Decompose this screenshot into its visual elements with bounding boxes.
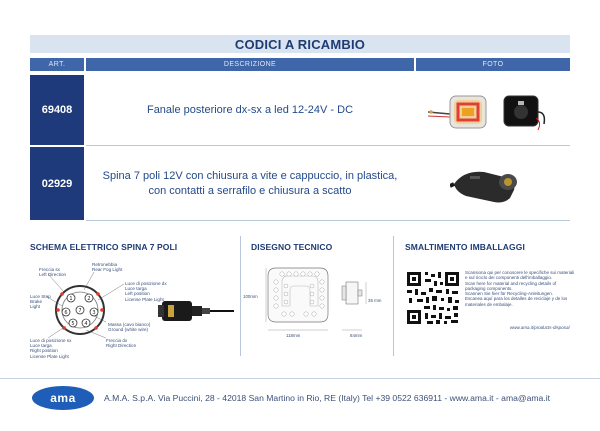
- section-divider: [240, 236, 241, 356]
- pin-label: 6: [64, 310, 68, 316]
- disposal-url[interactable]: www.ama.it/products-disposal: [510, 325, 570, 330]
- art-code-1: 69408: [30, 75, 84, 145]
- section-divider: [393, 236, 394, 356]
- dim-width: 118mm: [286, 333, 301, 338]
- product-photo-plug: [450, 158, 530, 208]
- schema-heading: SCHEMA ELETTRICO SPINA 7 POLI: [30, 242, 178, 252]
- ama-logo-text: ama: [50, 391, 76, 405]
- footer-contact: A.M.A. S.p.A. Via Puccini, 28 - 42018 San Martino in Rio, RE (Italy) Tel +39 0522 636911 - www.ama.it - ama@ama.it: [104, 393, 551, 403]
- label-rear-fog: Retronebbia Rear Fog Light: [92, 262, 123, 273]
- header-foto: FOTO: [416, 58, 570, 71]
- pin-label: 3: [92, 310, 96, 316]
- smaltimento-heading: SMALTIMENTO IMBALLAGGI: [405, 242, 525, 252]
- pin-label: 5: [71, 321, 75, 327]
- plug-side-diagram: [158, 293, 234, 329]
- dim-side: 84mm: [350, 333, 363, 338]
- footer-divider: [0, 378, 600, 379]
- row-divider: [86, 145, 570, 146]
- disposal-text: Scansiona qui per conoscere le specifiche sui materiali e sul riciclo dei componenti dell'imballaggio. Scan here for material and recycling details of packaging components. Scannen Sie hier für Recycling-Anleitungen. Escanea aquí para los detalles de reciclaje y de los materiales de embalaje.: [465, 270, 575, 307]
- ama-logo: [32, 386, 94, 410]
- title-bar: [30, 35, 570, 53]
- dim-depth: 35 mm: [368, 298, 382, 303]
- disegno-heading: DISEGNO TECNICO: [251, 242, 333, 252]
- header-descrizione: DESCRIZIONE: [86, 58, 414, 71]
- pin-label: 1: [69, 296, 73, 302]
- description-2: [86, 147, 414, 220]
- dim-height: 100mm: [243, 294, 258, 299]
- row-divider: [86, 220, 570, 221]
- art-code-2: 02929: [30, 147, 84, 220]
- label-ground: Massa (cavo bianco) Ground (white wire): [108, 322, 151, 333]
- product-photo-taillight: [428, 88, 546, 132]
- schema-leader-lines: [28, 262, 168, 352]
- label-brake: Luce Stop Brake Light: [30, 294, 51, 310]
- description-1-line: Fanale posteriore dx-sx a led 12-24V - DC: [146, 103, 354, 116]
- pin-label: 7: [78, 308, 82, 314]
- header-art: ART.: [30, 58, 84, 71]
- description-2-line-2: con contatti a serrafilo e chiusura a scatto: [148, 184, 352, 197]
- description-1: [86, 75, 414, 145]
- description-2-line-1: Spina 7 poli 12V con chiusura a vite e cappuccio, in plastica,: [102, 169, 398, 182]
- label-right-direction: Freccia dx Right Direction: [106, 338, 137, 349]
- technical-drawing: [262, 262, 382, 342]
- label-position-right: Luce di posizione dx Luce targa Left position License Plate Light: [125, 281, 167, 302]
- pin-label: 2: [87, 296, 91, 302]
- page-title: CODICI A RICAMBIO: [234, 36, 366, 52]
- qr-code[interactable]: [405, 270, 461, 326]
- label-position-left: Luce di posizione sx Luce targa Right position License Plate Light: [30, 338, 72, 359]
- label-left-direction: Freccia sx Left Direction: [39, 267, 67, 278]
- pin-label: 4: [84, 321, 88, 327]
